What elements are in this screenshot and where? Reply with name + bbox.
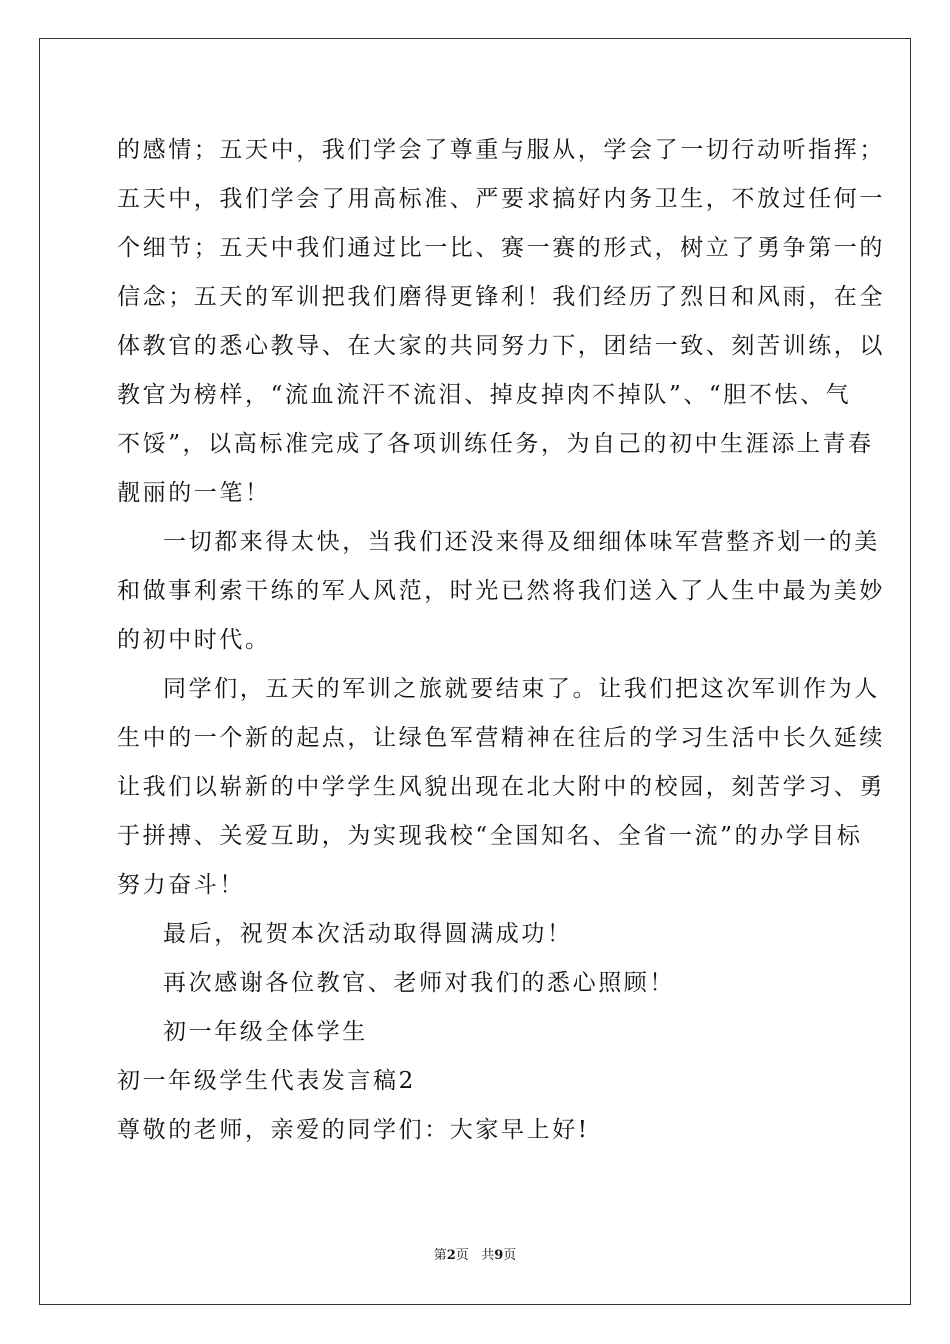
body-line: 的初中时代。: [117, 627, 271, 653]
body-line: 努力奋斗！: [117, 872, 245, 898]
body-line: 靓丽的一笔！: [117, 480, 271, 506]
body-line: 信念；五天的军训把我们磨得更锋利！我们经历了烈日和风雨，在全: [117, 284, 885, 310]
document-body: [117, 126, 885, 1155]
signature-line: 初一年级全体学生: [163, 1019, 368, 1045]
body-line: 和做事利索干练的军人风范，时光已然将我们送入了人生中最为美妙: [117, 578, 885, 604]
total-prefix: 共: [481, 1248, 495, 1263]
page-footer: [0, 1248, 950, 1264]
body-line: 于拼搏、关爱互助，为实现我校“全国知名、全省一流”的办学目标: [117, 823, 863, 849]
total-page-number: 9: [494, 1248, 504, 1263]
current-page-number: 2: [446, 1248, 456, 1263]
total-suffix: 页: [503, 1248, 517, 1263]
page-suffix: 页: [455, 1248, 469, 1263]
page-prefix: 第: [433, 1248, 447, 1263]
body-line: 一切都来得太快，当我们还没来得及细细体味军营整齐划一的美: [163, 529, 880, 555]
body-line: 不馁”，以高标准完成了各项训练任务，为自己的初中生涯添上青春: [117, 431, 874, 457]
body-line: 让我们以崭新的中学学生风貌出现在北大附中的校园，刻苦学习、勇: [117, 774, 885, 800]
body-line: 教官为榜样，“流血流汗不流泪、掉皮掉肉不掉队”、“胆不怯、气: [117, 382, 852, 408]
section-title: 初一年级学生代表发言稿2: [117, 1068, 416, 1094]
body-line: 体教官的悉心教导、在大家的共同努力下，团结一致、刻苦训练，以: [117, 333, 885, 359]
body-line: 的感情；五天中，我们学会了尊重与服从，学会了一切行动听指挥；: [117, 137, 885, 163]
body-line: 生中的一个新的起点，让绿色军营精神在往后的学习生活中长久延续: [117, 725, 885, 751]
body-line: 五天中，我们学会了用高标准、严要求搞好内务卫生，不放过任何一: [117, 186, 885, 212]
body-line: 同学们，五天的军训之旅就要结束了。让我们把这次军训作为人: [163, 676, 880, 702]
body-line: 个细节；五天中我们通过比一比、赛一赛的形式，树立了勇争第一的: [117, 235, 885, 261]
body-line: 最后，祝贺本次活动取得圆满成功！: [163, 921, 573, 947]
body-line: 再次感谢各位教官、老师对我们的悉心照顾！: [163, 970, 675, 996]
greeting-line: 尊敬的老师，亲爱的同学们：大家早上好!: [117, 1117, 590, 1143]
